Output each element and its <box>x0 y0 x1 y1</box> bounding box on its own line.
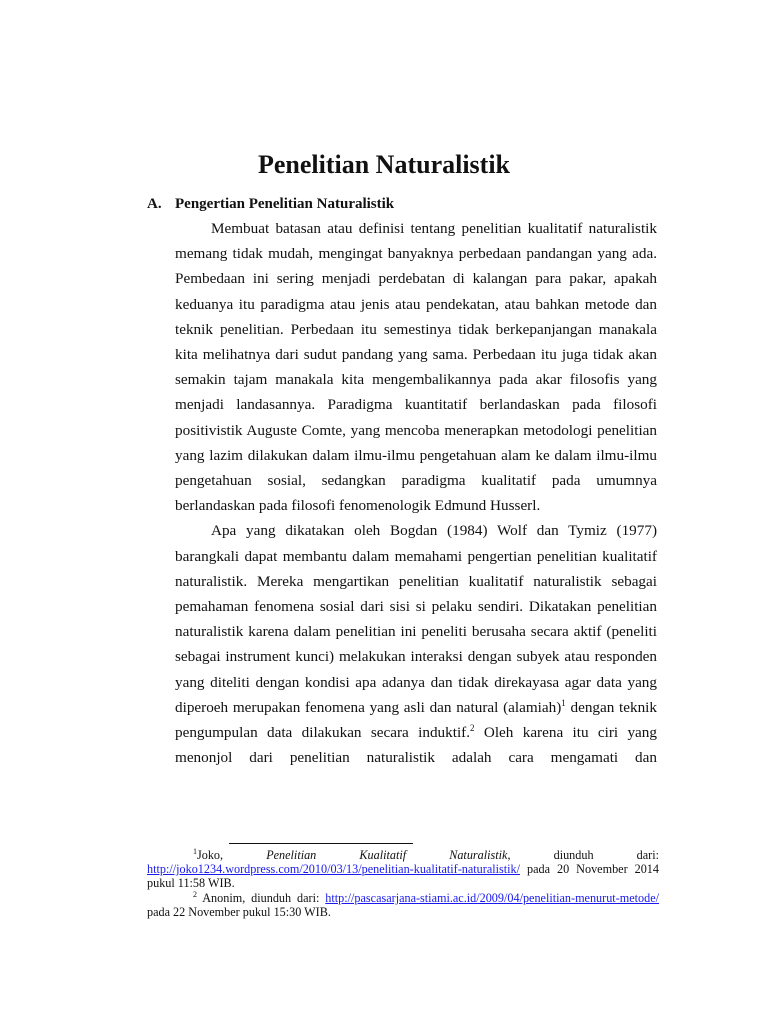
footnotes <box>147 848 659 919</box>
footnote-1-link[interactable]: http://joko1234.wordpress.com/2010/03/13/penelitian-kualitatif-naturalistik/ <box>147 862 521 877</box>
footnote-ref-2: 2 <box>470 723 475 733</box>
paragraph-2-part-2: dengan teknik pengumpulan data dilakukan secara induktif. <box>175 698 657 742</box>
footnote-2 <box>147 891 659 919</box>
footnote-1-number: 1 <box>193 846 197 856</box>
footnote-1-title: Penelitian Kualitatif Naturalistik <box>266 848 508 862</box>
footnote-1-mid: , diunduh dari: <box>507 848 659 862</box>
paragraph-2-part-3: Oleh karena itu ciri yang menonjol dari penelitian naturalistik adalah cara mengamati dan <box>175 724 657 767</box>
paragraph-1: Membuat batasan atau definisi tentang penelitian kualitatif naturalistik memang tidak mudah, mengingat banyaknya perbedaan pandangan yang ada. Pembedaan ini sering menjadi perdebatan di kalangan para pakar, apakah keduanya itu paradigma atau jenis atau pendekatan, atau bahkan metode dan teknik penelitian. Perbedaan itu semestinya tidak berkepanjangan manakala kita melihatnya dari sudut pandang yang sama. Perbedaan itu juga tidak akan semakin tajam manakala kita mengembalikannya pada akar filosofis yang menjadi landasannya. Paradigma kuantitatif berlandaskan pada filosofi positivistik Auguste Comte, yang mencoba menerapkan metodologi penelitian yang lazim dilakukan dalam ilmu-ilmu pengetahuan alam ke dalam ilmu-ilmu pengetahuan sosial, sedangkan paradigma kualitatif pada umumnya berlandaskan pada filosofi fenomenologik Edmund Husserl. <box>175 220 657 515</box>
body-text <box>175 216 657 770</box>
footnote-ref-1: 1 <box>561 697 566 708</box>
paragraph-2 <box>175 518 657 770</box>
section-heading-text: Pengertian Penelitian Naturalistik <box>175 196 395 212</box>
section-heading <box>147 194 667 214</box>
footnote-1 <box>147 848 659 891</box>
paragraph-2-part-1: Apa yang dikatakan oleh Bogdan (1984) Wolf dan Tymiz (1977) barangkali dapat membantu dalam memahami pengertian penelitian kualitatif naturalistik. Mereka mengartikan penelitian kualitatif naturalistik sebagai pemahaman fenomena sosial dari sisi si pelaku sendiri. Dikatakan penelitian naturalistik karena dalam penelitian ini peneliti berusaha secara aktif (peneliti sebagai instrument kunci) melakukan interaksi dengan subyek atau responden yang diteliti dengan kondisi apa adanya dan tidak direkayasa agar data yang diperoeh merupakan fenomena yang asli dan natural (alamiah) <box>175 522 657 716</box>
footnote-1-author: Joko, <box>197 848 267 862</box>
footnote-2-number: 2 <box>193 889 197 899</box>
footnote-2-link[interactable]: http://pascasarjana-stiami.ac.id/2009/04/penelitian-menurut-metode/ <box>325 890 659 905</box>
footnote-1-tail: pada 20 November 2014 pukul 11:58 WIB. <box>147 862 659 891</box>
footnote-2-tail: pada 22 November pukul 15:30 WIB. <box>147 904 331 919</box>
section-marker: A. <box>147 196 162 212</box>
page-title: Penelitian Naturalistik <box>257 150 511 179</box>
footnote-2-lead: Anonim, diunduh dari: <box>197 890 326 905</box>
footnote-separator <box>229 843 413 844</box>
